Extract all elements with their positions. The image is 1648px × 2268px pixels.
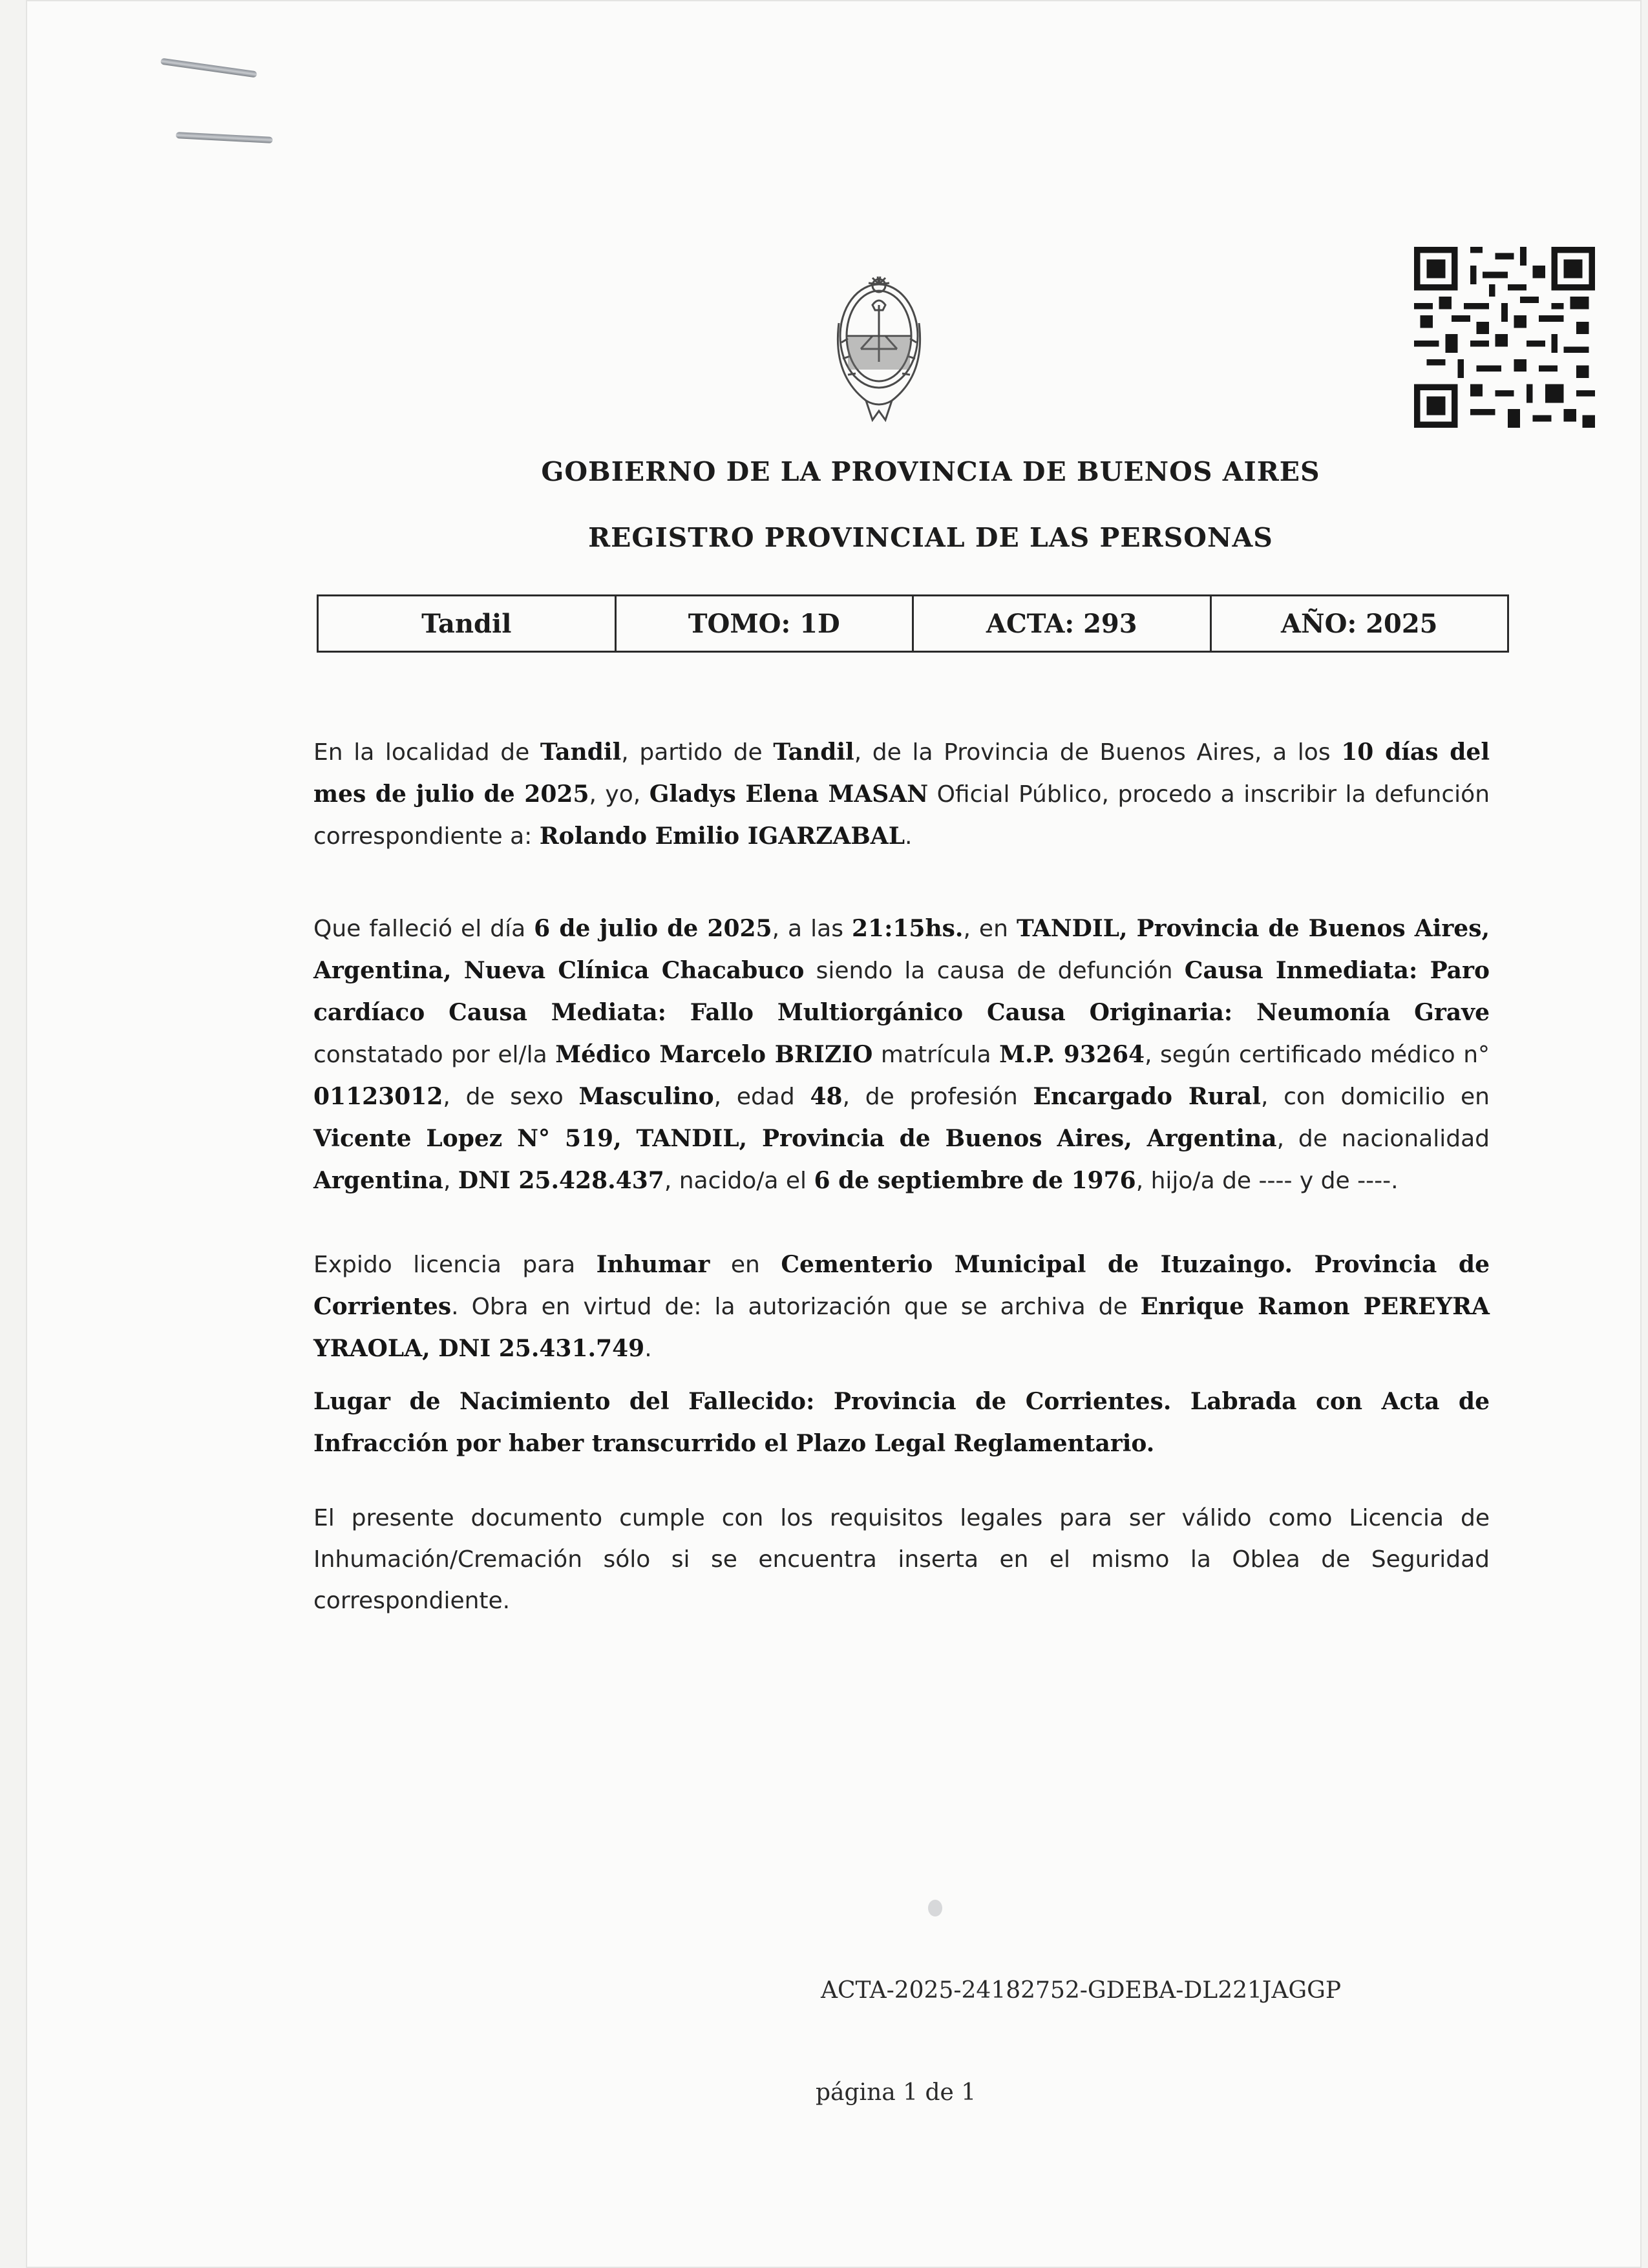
- government-title: GOBIERNO DE LA PROVINCIA DE BUENOS AIRES: [541, 456, 1320, 487]
- death-details-paragraph: Que falleció el día 6 de julio de 2025, a las 21:15hs., en TANDIL, Provincia de Buenos Aires, Argentina, Nueva Clínica Chacabuco siendo la causa de defunción Causa Inmediata: Paro cardíaco Causa Mediata: Fallo Multiorgánico Causa Originaria: Neumonía Grave constatado por el/la Médico Marcelo BRIZIO matrícula M.P. 93264, según certificado médico n° 01123012, de sexo Masculino, edad 48, de profesión Encargado Rural, con domicilio en Vicente Lopez N° 519, TANDIL, Provincia de Buenos Aires, Argentina, de nacionalidad Argentina, DNI 25.428.437, nacido/a el 6 de septiembre de 1976, hijo/a de ---- y de ----.: [313, 915, 1490, 1194]
- tomo-cell: TOMO: 1D: [615, 596, 913, 652]
- table-row: [318, 596, 1508, 652]
- year-cell: AÑO: 2025: [1210, 596, 1508, 652]
- qr-code-icon: [1414, 240, 1595, 434]
- inscription-paragraph: En la localidad de Tandil, partido de Tandil, de la Provincia de Buenos Aires, a los 10 días del mes de julio de 2025, yo, Gladys Elena MASAN Oficial Público, procedo a inscribir la defunción correspondiente a: Rolando Emilio IGARZABAL.: [313, 739, 1490, 850]
- staple: [176, 132, 273, 143]
- document-id: ACTA-2025-24182752-GDEBA-DL221JAGGP: [821, 1977, 1342, 2004]
- document-page: [26, 0, 1642, 2268]
- legal-notice-paragraph: El presente documento cumple con los requisitos legales para ser válido como Licencia de Inhumación/Cremación sólo si se encuentra inserta en el mismo la Oblea de Seguridad correspondiente.: [313, 1505, 1490, 1614]
- coat-of-arms-icon: [821, 246, 937, 433]
- ink-smudge: [928, 1900, 942, 1916]
- staple: [160, 58, 257, 78]
- record-table: [317, 594, 1509, 653]
- locality-cell: Tandil: [318, 596, 616, 652]
- registry-title: REGISTRO PROVINCIAL DE LAS PERSONAS: [588, 522, 1273, 553]
- birthplace-paragraph: Lugar de Nacimiento del Fallecido: Provincia de Corrientes. Labrada con Acta de Infracción por haber transcurrido el Plazo Legal Reglamentario.: [313, 1388, 1490, 1457]
- page-number: página 1 de 1: [816, 2079, 977, 2106]
- acta-cell: ACTA: 293: [913, 596, 1211, 652]
- burial-license-paragraph: Expido licencia para Inhumar en Cementerio Municipal de Ituzaingo. Provincia de Corrientes. Obra en virtud de: la autorización que se archiva de Enrique Ramon PEREYRA YRAOLA, DNI 25.431.749.: [313, 1251, 1490, 1362]
